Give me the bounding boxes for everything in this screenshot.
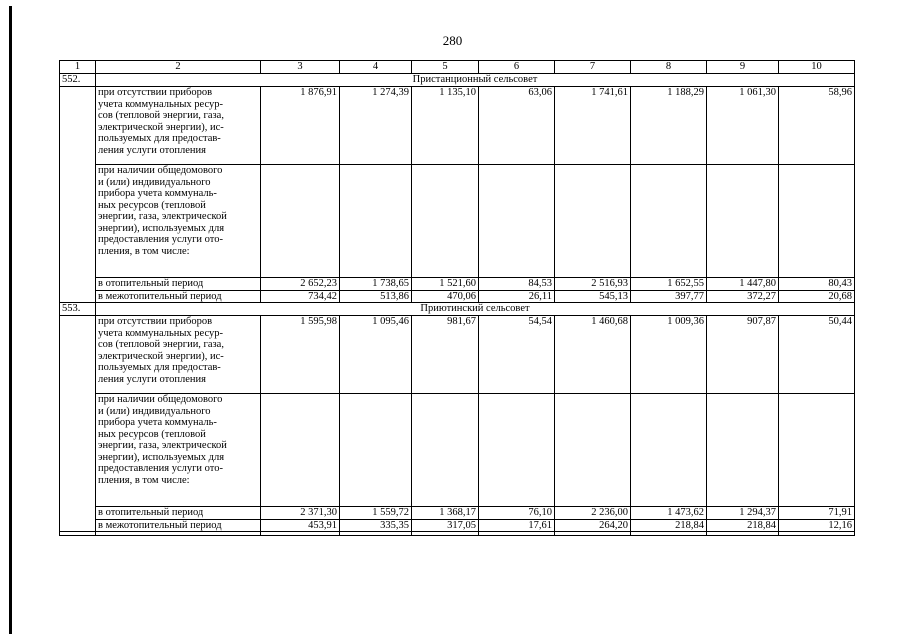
section-number: 552.	[60, 74, 96, 87]
spacer-cell	[479, 532, 555, 536]
value-cell: 1 559,72	[340, 507, 412, 520]
row-label-line: и (или) индивидуального	[98, 176, 211, 188]
value-cell	[779, 165, 855, 278]
table-row	[60, 507, 855, 520]
table-row	[60, 87, 855, 165]
row-label	[96, 316, 261, 394]
value-cell: 1 741,61	[555, 87, 631, 165]
row-label-line: в межотопительный период	[98, 290, 222, 302]
value-cell: 1 460,68	[555, 316, 631, 394]
value-cell: 20,68	[779, 290, 855, 303]
value-cell: 397,77	[631, 290, 707, 303]
value-cell: 80,43	[779, 278, 855, 291]
spacer-cell	[555, 532, 631, 536]
value-cell: 2 516,93	[555, 278, 631, 291]
spacer-cell	[631, 532, 707, 536]
value-cell: 17,61	[479, 519, 555, 532]
table-row	[60, 316, 855, 394]
spacer-cell	[779, 532, 855, 536]
column-header: 6	[479, 61, 555, 74]
table-row	[60, 290, 855, 303]
section-row	[60, 74, 855, 87]
column-header: 7	[555, 61, 631, 74]
value-cell: 545,13	[555, 290, 631, 303]
column-header: 1	[60, 61, 96, 74]
section-name: Пристанционный сельсовет	[96, 74, 855, 87]
column-header: 8	[631, 61, 707, 74]
row-label	[96, 87, 261, 165]
row-number-blank	[60, 316, 96, 532]
value-cell: 218,84	[631, 519, 707, 532]
table-row	[60, 278, 855, 291]
value-cell: 1 876,91	[261, 87, 340, 165]
spacer-cell	[261, 532, 340, 536]
value-cell: 2 236,00	[555, 507, 631, 520]
row-label-line: в отопительный период	[98, 278, 204, 289]
row-label-line: учета коммунальных ресур-	[98, 98, 223, 110]
value-cell	[555, 165, 631, 278]
value-cell: 63,06	[479, 87, 555, 165]
column-header: 4	[340, 61, 412, 74]
row-label	[96, 519, 261, 532]
value-cell: 2 371,30	[261, 507, 340, 520]
row-label-line: прибора учета коммуналь-	[98, 417, 217, 428]
spacer-cell	[96, 532, 261, 536]
value-cell	[340, 394, 412, 507]
row-label-line: сов (тепловой энергии, газа,	[98, 339, 224, 350]
row-label-line: ных ресурсов (тепловой	[98, 428, 206, 440]
value-cell: 12,16	[779, 519, 855, 532]
value-cell: 1 368,17	[412, 507, 479, 520]
value-cell	[412, 165, 479, 278]
column-header: 9	[707, 61, 779, 74]
value-cell: 26,11	[479, 290, 555, 303]
row-label	[96, 278, 261, 291]
value-cell	[261, 394, 340, 507]
value-cell: 1 135,10	[412, 87, 479, 165]
row-label-line: прибора учета коммуналь-	[98, 188, 217, 199]
row-label-line: электрической энергии), ис-	[98, 121, 224, 133]
value-cell	[779, 394, 855, 507]
row-label-line: энергии, газа, электрической	[98, 440, 227, 451]
section-number: 553.	[60, 303, 96, 316]
value-cell: 470,06	[412, 290, 479, 303]
value-cell: 1 738,65	[340, 278, 412, 291]
value-cell: 1 595,98	[261, 316, 340, 394]
row-label-line: при отсутствии приборов	[98, 316, 213, 327]
value-cell: 58,96	[779, 87, 855, 165]
value-cell: 1 473,62	[631, 507, 707, 520]
value-cell: 50,44	[779, 316, 855, 394]
value-cell: 317,05	[412, 519, 479, 532]
value-cell: 513,86	[340, 290, 412, 303]
row-label-line: пользуемых для предостав-	[98, 133, 221, 144]
row-label	[96, 507, 261, 520]
row-label-line: в отопительный период	[98, 507, 204, 518]
section-name: Приютинский сельсовет	[96, 303, 855, 316]
value-cell	[261, 165, 340, 278]
column-number-row	[60, 61, 855, 74]
value-cell: 1 294,37	[707, 507, 779, 520]
value-cell	[631, 165, 707, 278]
value-cell: 76,10	[479, 507, 555, 520]
value-cell: 1 652,55	[631, 278, 707, 291]
row-label-line: пления, в том числе:	[98, 245, 190, 257]
value-cell: 218,84	[707, 519, 779, 532]
value-cell	[631, 394, 707, 507]
column-header: 10	[779, 61, 855, 74]
value-cell	[412, 394, 479, 507]
spacer-cell	[412, 532, 479, 536]
value-cell	[707, 165, 779, 278]
row-label-line: предоставления услуги ото-	[98, 234, 223, 245]
table-row	[60, 165, 855, 278]
value-cell: 907,87	[707, 316, 779, 394]
value-cell: 71,91	[779, 507, 855, 520]
value-cell: 734,42	[261, 290, 340, 303]
row-label	[96, 394, 261, 507]
row-label-line: энергии), используемых для	[98, 222, 225, 234]
row-label	[96, 165, 261, 278]
value-cell: 84,53	[479, 278, 555, 291]
value-cell: 1 447,80	[707, 278, 779, 291]
row-label-line: учета коммунальных ресур-	[98, 327, 223, 339]
table-bottom-spacer	[60, 532, 855, 536]
row-number-blank	[60, 87, 96, 303]
table-body	[60, 61, 855, 536]
value-cell: 2 652,23	[261, 278, 340, 291]
row-label-line: пользуемых для предостав-	[98, 362, 221, 373]
column-header: 5	[412, 61, 479, 74]
column-header: 3	[261, 61, 340, 74]
left-margin-rule	[9, 6, 12, 634]
page-number: 280	[442, 33, 463, 48]
row-label	[96, 290, 261, 303]
value-cell	[479, 165, 555, 278]
row-label-line: пления, в том числе:	[98, 474, 190, 486]
spacer-cell	[60, 532, 96, 536]
value-cell: 453,91	[261, 519, 340, 532]
row-label-line: энергии), используемых для	[98, 451, 225, 463]
value-cell: 1 188,29	[631, 87, 707, 165]
value-cell: 264,20	[555, 519, 631, 532]
row-label-line: при наличии общедомового	[98, 165, 223, 176]
row-label-line: при наличии общедомового	[98, 394, 223, 405]
row-label-line: и (или) индивидуального	[98, 405, 211, 417]
table-row	[60, 519, 855, 532]
value-cell: 1 095,46	[340, 316, 412, 394]
value-cell: 1 061,30	[707, 87, 779, 165]
column-header: 2	[96, 61, 261, 74]
value-cell	[707, 394, 779, 507]
spacer-cell	[707, 532, 779, 536]
section-row	[60, 303, 855, 316]
row-label-line: предоставления услуги ото-	[98, 463, 223, 474]
row-label-line: электрической энергии), ис-	[98, 350, 224, 362]
row-label-line: сов (тепловой энергии, газа,	[98, 110, 224, 121]
row-label-line: в межотопительный период	[98, 519, 222, 531]
value-cell	[555, 394, 631, 507]
value-cell: 335,35	[340, 519, 412, 532]
tariff-table	[59, 60, 855, 536]
table-row	[60, 394, 855, 507]
row-label-line: ления услуги отопления	[98, 373, 206, 385]
row-label-line: ления услуги отопления	[98, 144, 206, 156]
row-label-line: ных ресурсов (тепловой	[98, 199, 206, 211]
value-cell	[340, 165, 412, 278]
value-cell: 1 009,36	[631, 316, 707, 394]
value-cell: 372,27	[707, 290, 779, 303]
value-cell: 54,54	[479, 316, 555, 394]
value-cell	[479, 394, 555, 507]
value-cell: 1 521,60	[412, 278, 479, 291]
spacer-cell	[340, 532, 412, 536]
row-label-line: при отсутствии приборов	[98, 87, 213, 98]
value-cell: 981,67	[412, 316, 479, 394]
row-label-line: энергии, газа, электрической	[98, 211, 227, 222]
value-cell: 1 274,39	[340, 87, 412, 165]
